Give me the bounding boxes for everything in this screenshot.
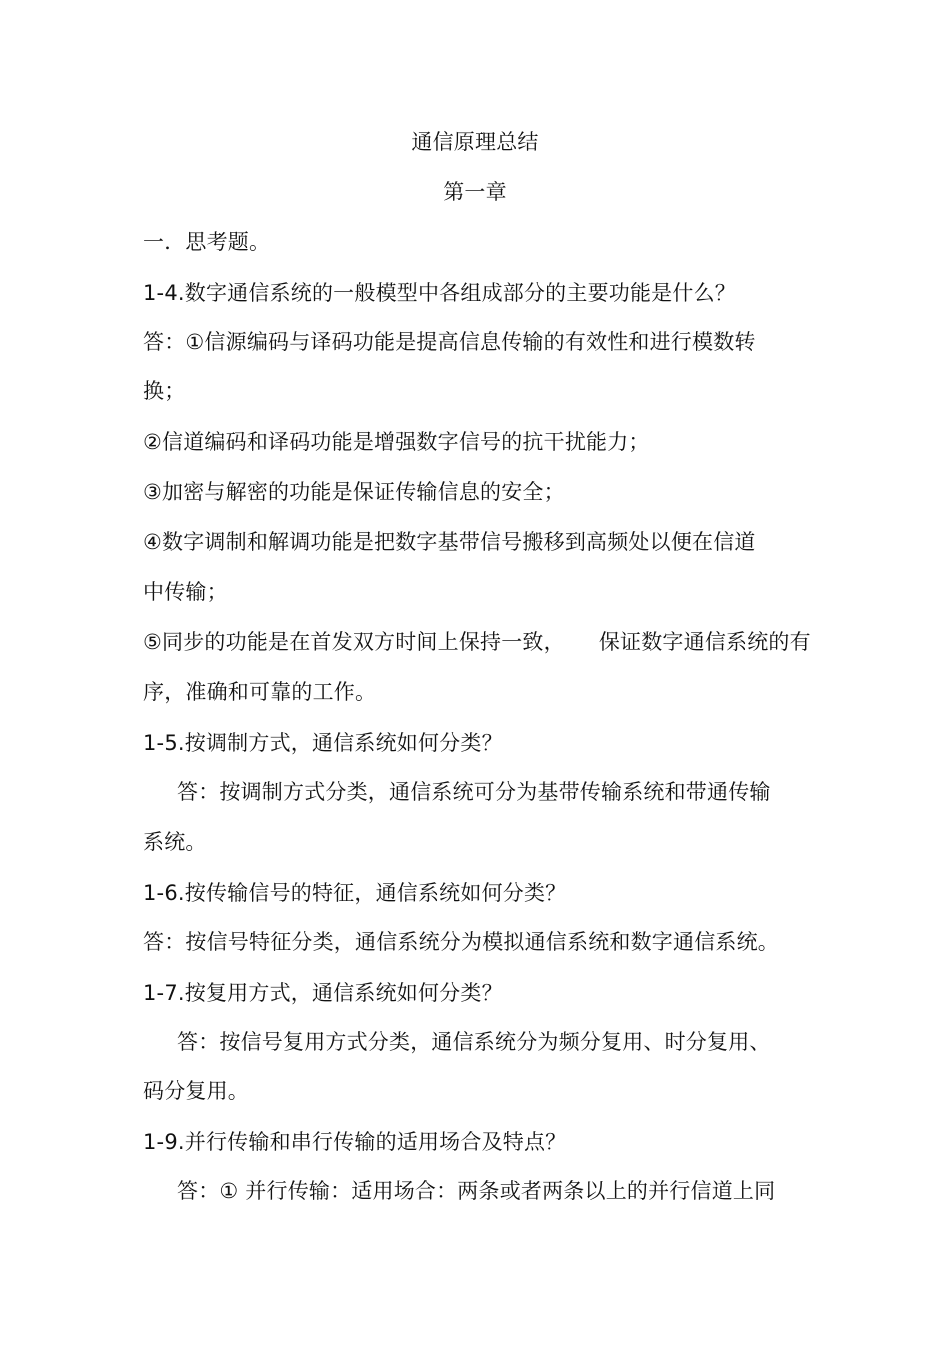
- answer-line: 答：按信号复用方式分类，通信系统分为频分复用、时分复用、: [177, 1030, 771, 1054]
- question-1-6: 1-6.按传输信号的特征，通信系统如何分类？: [143, 881, 567, 905]
- section-heading: 一．思考题。: [143, 230, 271, 254]
- question-1-9: 1-9.并行传输和串行传输的适用场合及特点？: [143, 1130, 567, 1154]
- answer-line: [143, 628, 811, 656]
- answer-line: ④数字调制和解调功能是把数字基带信号搬移到高频处以便在信道: [143, 530, 756, 554]
- question-1-5: 1-5.按调制方式，通信系统如何分类？: [143, 731, 503, 755]
- answer-line: 码分复用。: [143, 1079, 249, 1103]
- answer-line: 答：按调制方式分类，通信系统可分为基带传输系统和带通传输: [177, 780, 771, 804]
- answer-line: 系统。: [143, 830, 207, 854]
- answer-line: 中传输；: [143, 580, 228, 604]
- answer-line-part-1: ⑤同步的功能是在首发双方时间上保持一致，: [143, 630, 565, 654]
- answer-line: ②信道编码和译码功能是增强数字信号的抗干扰能力；: [143, 430, 650, 454]
- question-1-7: 1-7.按复用方式，通信系统如何分类？: [143, 981, 503, 1005]
- answer-line: 序，准确和可靠的工作。: [143, 680, 377, 704]
- answer-line-part-2: 保证数字通信系统的有: [598, 630, 811, 654]
- answer-line: 换；: [143, 379, 186, 403]
- answer-line: 答：按信号特征分类，通信系统分为模拟通信系统和数字通信系统。: [143, 930, 779, 954]
- question-1-4: 1-4.数字通信系统的一般模型中各组成部分的主要功能是什么？: [143, 281, 736, 305]
- answer-line: 答：① 并行传输：适用场合：两条或者两条以上的并行信道上同: [177, 1179, 776, 1203]
- answer-line: 答：①信源编码与译码功能是提高信息传输的有效性和进行模数转: [143, 330, 756, 354]
- document-title: 通信原理总结: [411, 130, 539, 154]
- answer-line: ③加密与解密的功能是保证传输信息的安全；: [143, 480, 565, 504]
- chapter-heading: 第一章: [443, 180, 507, 204]
